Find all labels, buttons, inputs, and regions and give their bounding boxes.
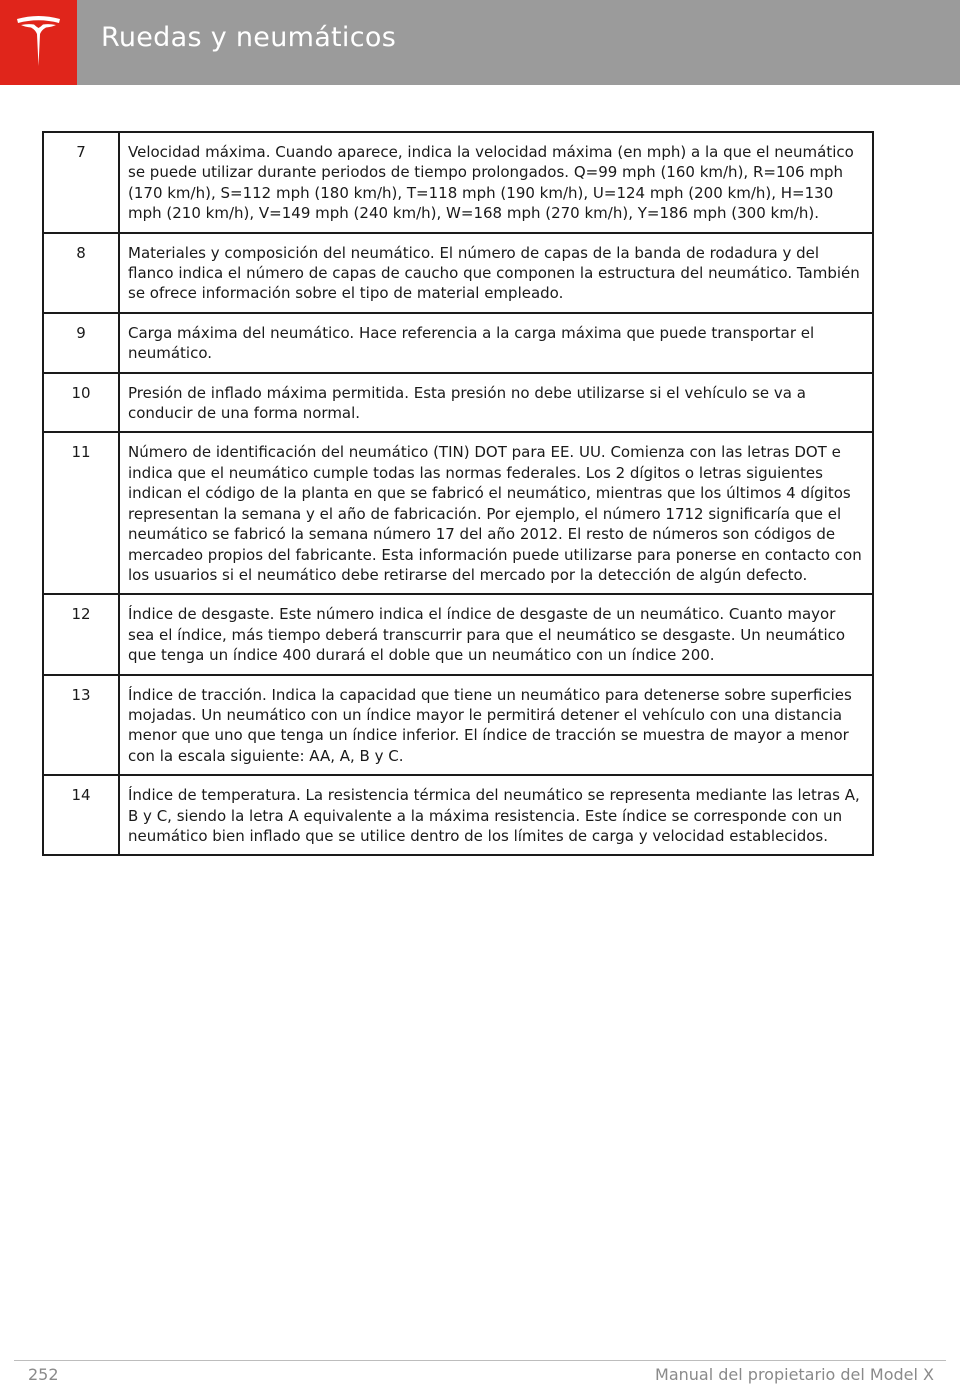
page-header <box>0 0 960 85</box>
table-row <box>43 675 873 776</box>
row-description: Índice de desgaste. Este número indica el índice de desgaste de un neumático. Cuanto mayor sea el índice, más tiempo deberá transcurrir para que el neumático se desgaste. Un neumático que tenga un índice 400 durará el doble que un neumático con un índice 200. <box>119 594 873 674</box>
table-row <box>43 594 873 674</box>
row-number: 9 <box>43 313 119 373</box>
section-title: Ruedas y neumáticos <box>101 22 397 53</box>
row-number: 7 <box>43 132 119 233</box>
table-row <box>43 132 873 233</box>
tesla-logo-icon <box>14 14 63 70</box>
row-number: 12 <box>43 594 119 674</box>
page-number: 252 <box>28 1365 59 1384</box>
row-description: Índice de tracción. Indica la capacidad que tiene un neumático para detenerse sobre superficies mojadas. Un neumático con un índice mayor le permitirá detener el vehículo con una distancia menor que uno que tenga un índice inferior. El índice de tracción se muestra de mayor a menor con la escala siguiente: AA, A, B y C. <box>119 675 873 776</box>
row-description: Índice de temperatura. La resistencia térmica del neumático se representa mediante las letras A, B y C, siendo la letra A equivalente a la máxima resistencia. Este índice se corresponde con un neumático bien inflado que se utilice dentro de los límites de carga y velocidad establecidos. <box>119 775 873 855</box>
tesla-logo <box>0 0 77 85</box>
table-row <box>43 373 873 433</box>
row-description: Materiales y composición del neumático. El número de capas de la banda de rodadura y del flanco indica el número de capas de caucho que componen la estructura del neumático. También se ofrece información sobre el tipo de material empleado. <box>119 233 873 313</box>
row-description: Presión de inflado máxima permitida. Esta presión no debe utilizarse si el vehículo se va a conducir de una forma normal. <box>119 373 873 433</box>
row-number: 8 <box>43 233 119 313</box>
table-row <box>43 775 873 855</box>
table-row <box>43 233 873 313</box>
row-description: Número de identificación del neumático (TIN) DOT para EE. UU. Comienza con las letras DOT e indica que el neumático cumple todas las normas federales. Los 2 dígitos o letras siguientes indican el código de la planta en que se fabricó el neumático, mientras que los últimos 4 dígitos representan la semana y el año de fabricación. Por ejemplo, el número 1712 significaría que el neumático se fabricó la semana número 17 del año 2012. El resto de números son códigos de mercadeo propios del fabricante. Esta información puede utilizarse para ponerse en contacto con los usuarios si el neumático debe retirarse del mercado por la detección de algún defecto. <box>119 432 873 594</box>
row-number: 13 <box>43 675 119 776</box>
table-row <box>43 432 873 594</box>
row-number: 14 <box>43 775 119 855</box>
footer-divider <box>14 1360 946 1361</box>
row-description: Carga máxima del neumático. Hace referencia a la carga máxima que puede transportar el neumático. <box>119 313 873 373</box>
manual-title: Manual del propietario del Model X <box>655 1365 934 1384</box>
table-row <box>43 313 873 373</box>
row-description: Velocidad máxima. Cuando aparece, indica la velocidad máxima (en mph) a la que el neumático se puede utilizar durante periodos de tiempo prolongados. Q=99 mph (160 km/h), R=106 mph (170 km/h), S=112 mph (180 km/h), T=118 mph (190 km/h), U=124 mph (200 km/h), H=130 mph (210 km/h), V=149 mph (240 km/h), W=168 mph (270 km/h), Y=186 mph (300 km/h). <box>119 132 873 233</box>
tire-specs-table <box>42 131 874 856</box>
row-number: 10 <box>43 373 119 433</box>
row-number: 11 <box>43 432 119 594</box>
